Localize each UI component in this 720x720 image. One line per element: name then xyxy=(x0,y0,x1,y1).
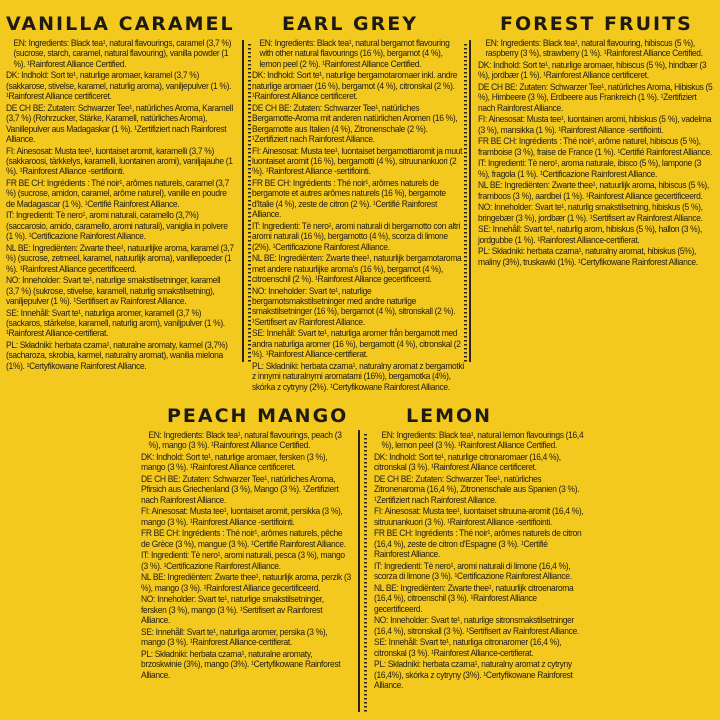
ingredient-line-forest-1: DK: Indhold: Sort te¹, naturlige aromaer, hibiscus (5 %), hindbær (3 %), jordbær (1 %). ¹Rainforest Alliance certificeret. xyxy=(478,60,707,81)
ingredient-line-earl-5: IT: Ingredienti: Tè nero¹, aromi naturali di bergamotto con altri aromi naturali (16 %), bergamotto (4 %), scorza di limone (2%). ¹Certificazione Rainforest Alliance. xyxy=(252,220,461,252)
ingredient-line-lemon-8: SE: Innehåll: Svart te¹, naturliga citronaromer (16,4 %), citronskal (3 %). ¹Rainforest Alliance-certifierat. xyxy=(374,637,562,658)
ingredient-line-peach-7: NO: Inneholder: Svart te¹, naturlige smakstilsetninger, fersken (3 %), mango (3 %). ¹Sertifisert av Rainforest Alliance. xyxy=(141,594,324,626)
ingredient-line-forest-7: NO: Inneholder: Svart te¹, naturlig smakstilsetning, hibiskus (5 %), bringebær (3 %), jordbær (1 %). ¹Sertifisert av Rainforest Alliance. xyxy=(478,202,703,223)
title-vanilla-caramel: VANILLA CARAMEL xyxy=(6,13,235,35)
ingredient-line-earl-1: DK: Indhold: Sort te¹, naturlige bergamotaromaer inkl. andre naturlige aromaer (16 %), bergamot (4 %), citronskal (2 %). ¹Rainforest Alliance certificeret. xyxy=(252,70,458,102)
ingredient-line-earl-4: FR BE CH: Ingrédients : Thé noir¹, arômes naturels de bergamote et autres arômes naturels (16 %), bergamote d'Italie (4 %), zeste de citron (2 %). ¹Certifié Rainforest Alliance. xyxy=(252,178,446,220)
ingredients-lemon xyxy=(374,430,584,690)
ingredient-line-earl-9: PL: Składniki: herbata czarna¹, naturalny aromat z bergamotki z innymi naturalnymi aromatami (16%), bergamotka (4%), skórka z cytryny (2%). ¹Certyfikowane Rainforest Alliance. xyxy=(252,360,464,392)
ingredient-line-vanilla-4: FR BE CH: Ingrédients : Thé noir¹, arômes naturels, caramel (3,7 %) (sucrose, amidon, caramel, arôme naturel), vanille en poudre de Madagascar (1 %). ¹Certifié Rainforest Alliance. xyxy=(6,178,229,209)
ingredient-line-forest-2: DE CH BE: Zutaten: Schwarzer Tee¹, natürliches Aroma, Hibiskus (5 %), Himbeere (3 %), Erdbeere aus Frankreich (1 %). ¹Zertifiziert nach Rainforest Alliance. xyxy=(478,82,713,113)
title-lemon: LEMON xyxy=(406,405,493,427)
ingredient-line-earl-3: FI: Ainesosat: Musta tee¹, luontaiset bergamottiaromit ja muut luontaiset aromit (16 %), bergamotti (4 %), sitruunankuori (2 %). ¹Rainforest Alliance -sertifiointi. xyxy=(252,145,463,177)
ingredient-line-lemon-1: DK: Indhold: Sort te¹, naturlige citronaromaer (16,4 %), citronskal (3 %). ¹Rainforest Alliance certificeret. xyxy=(374,452,561,473)
panel-lemon xyxy=(374,405,584,692)
ingredient-line-peach-6: NL BE: Ingrediënten: Zwarte thee¹, natuurlijk aroma, perzik (3 %), mango (3 %). ¹Rainforest Alliance gecertificeerd. xyxy=(141,572,351,593)
ingredient-line-forest-9: PL: Składniki: herbata czarna¹, naturalny aromat, hibiskus (5%), maliny (3%), truskawki (1%). ¹Certyfikowane Rainforest Alliance. xyxy=(478,246,698,267)
ingredient-line-lemon-2: DE CH BE: Zutaten: Schwarzer Tee¹, natürliches Zitronenaroma (16,4 %), Zitronenschale aus Spanien (3 %). ¹Zertifiziert nach Rainforest Alliance. xyxy=(374,474,580,505)
ingredients-earl-grey xyxy=(252,38,464,392)
ingredient-line-earl-2: DE CH BE: Zutaten: Schwarzer Tee¹, natürliches Bergamotte-Aroma mit anderen natürlichen Aromen (16 %), Bergamotte aus Italien (4 %), Zitronenschale (2 %). ¹Zertifiziert nach Rainforest Alliance. xyxy=(252,102,458,145)
ingredients-vanilla-caramel xyxy=(6,38,234,371)
panel-peach-mango xyxy=(141,405,351,681)
ingredients-forest-fruits xyxy=(478,38,714,267)
title-earl-grey: EARL GREY xyxy=(282,13,418,35)
ingredient-line-vanilla-3: FI: Ainesosat: Musta tee¹, luontaiset aromit, karamelli (3,7 %) (sakkaroosi, tärkkelys, karamelli, luontainen aromi), vaniljajauhe (1 %). ¹Rainforest Alliance -sertifiointi. xyxy=(6,145,233,177)
ingredient-line-vanilla-8: SE: Innehåll: Svart te¹, naturliga aromer, karamell (3,7 %) (sackaros, stärkelse, karamell, naturlig arom), vaniljpulver (1 %). ¹Rainforest Alliance-certifierat. xyxy=(6,307,225,339)
ingredient-line-forest-8: SE: Innehåll: Svart te¹, naturlig arom, hibiskus (5 %), hallon (3 %), jordgubbe (1 %). ¹Rainforest Alliance-certifierat. xyxy=(478,224,702,245)
ingredient-line-vanilla-1: DK: Indhold: Sort te¹, naturlige aromaer, karamel (3,7 %) (sakkarose, stivelse, karamel, naturlig aroma), vaniljepulver (1 %). ¹Rainforest Alliance certificeret. xyxy=(6,70,232,102)
ingredient-line-earl-0: EN: Ingredients: Black tea¹, natural bergamot flavouring with other natural flavourings (16 %), bergamot (4 %), lemon peel (2 %). ¹Rainforest Alliance Certified. xyxy=(259,38,450,69)
title-peach-mango: PEACH MANGO xyxy=(167,405,349,427)
divider-right xyxy=(469,40,471,362)
ingredient-line-vanilla-7: NO: Inneholder: Svart te¹, naturlige smakstilsetninger, karamell (3,7 %) (sukrose, stivelse, karamell, naturlig smakstilsetning), vaniljepulver (1 %). ¹Sertifisert av Rainforest Alliance. xyxy=(6,275,221,307)
ingredient-line-vanilla-5: IT: Ingredienti: Tè nero¹, aromi naturali, caramello (3,7%) (saccarosio, amido, caramello, aromi naturali), vaniglia in polvere (1 %). ¹Certificazione Rainforest Alliance. xyxy=(6,210,228,242)
ingredient-line-earl-8: SE: Innehåll: Svart te¹, naturliga aromer från bergamott med andra naturliga aromer (16 %), bergamott (4 %), citronskal (2 %). ¹Rainforest Alliance-certifierat. xyxy=(252,328,461,360)
ingredient-line-vanilla-2: DE CH BE: Zutaten: Schwarzer Tee¹, natürliches Aroma, Karamell (3,7 %) (Rohrzucker, Stärke, Karamell, natürliches Aroma), Vanillepulver aus Madagaskar (1 %). ¹Zertifiziert nach Rainforest Alliance. xyxy=(6,102,233,145)
ingredient-line-peach-2: DE CH BE: Zutaten: Schwarzer Tee¹, natürliches Aroma, Pfirsich aus Griechenland (3 %), Mango (3 %). ¹Zertifiziert nach Rainforest Alliance. xyxy=(141,474,339,505)
divider-dots-right xyxy=(464,44,467,362)
ingredient-line-peach-0: EN: Ingredients: Black tea¹, natural flavourings, peach (3 %), mango (3 %). ¹Rainforest Alliance Certified. xyxy=(148,430,342,451)
ingredients-peach-mango xyxy=(141,430,351,680)
ingredient-line-vanilla-0: EN: Ingredients: Black tea¹, natural flavourings, caramel (3,7 %) (sucrose, starch, caramel, natural flavouring), vanilla powder (1 %). ¹Rainforest Alliance Certified. xyxy=(13,38,232,69)
ingredient-line-forest-6: NL BE: Ingrediënten: Zwarte thee¹, natuurlijk aroma, hibiscus (5 %), framboos (3 %), aardbei (1 %). ¹Rainforest Alliance gecertificeerd. xyxy=(478,180,709,201)
ingredient-line-peach-9: PL: Składniki: herbata czarna¹, naturalne aromaty, brzoskwinie (3%), mango (3%). ¹Certyfikowane Rainforest Alliance. xyxy=(141,648,341,680)
ingredient-line-lemon-0: EN: Ingredients: Black tea¹, natural lemon flavourings (16,4 %), lemon peel (3 %). ¹Rainforest Alliance Certified. xyxy=(381,430,584,451)
ingredient-line-forest-5: IT: Ingredienti: Tè nero¹, aroma naturale, ibisco (5 %), lampone (3 %), fragola (1 %). ¹Certificazione Rainforest Alliance. xyxy=(478,158,701,179)
ingredient-line-peach-3: FI: Ainesosat: Musta tee¹, luontaiset aromit, persikka (3 %), mango (3 %). ¹Rainforest Alliance -sertifiointi. xyxy=(141,506,343,527)
ingredient-line-forest-3: FI: Ainesosat: Musta tee¹, luontainen aromi, hibiskus (5 %), vadelma (3 %), mansikka (1 %). ¹Rainforest Alliance -sertifiointi. xyxy=(478,114,712,135)
ingredient-line-lemon-5: IT: Ingredienti: Tè nero¹, aromi naturali di limone (16,4 %), scorza di limone (3 %). ¹Certificazione Rainforest Alliance. xyxy=(374,560,572,582)
divider-bottom xyxy=(358,430,360,712)
ingredient-line-peach-4: FR BE CH: Ingrédients : Thé noir¹, arômes naturels, pêche de Grèce (3 %), mangue (3 %). ¹Certifié Rainforest Alliance. xyxy=(141,528,346,549)
ingredient-line-peach-8: SE: Innehåll: Svart te¹, naturliga aromer, persika (3 %), mango (3 %). ¹Rainforest Alliance-certifierat. xyxy=(141,626,328,648)
ingredient-line-vanilla-9: PL: Składniki: herbata czarna¹, naturalne aromaty, karmel (3,7%) (sacharoza, skrobia, karmel, naturalny aromat), wanilia mielona (1%). ¹Certyfikowane Rainforest Alliance. xyxy=(6,340,228,371)
ingredient-line-lemon-9: PL: Składniki: herbata czarna¹, naturalny aromat z cytryny (16,4%), skórka z cytryny (3%). ¹Certyfikowane Rainforest Alliance. xyxy=(374,659,573,691)
panel-forest-fruits xyxy=(478,13,714,268)
ingredient-line-peach-1: DK: Indhold: Sort te¹, naturlige aromaer, fersken (3 %), mango (3 %). ¹Rainforest Alliance certificeret. xyxy=(141,452,328,473)
divider-dots-left xyxy=(248,44,251,362)
ingredient-line-lemon-7: NO: Inneholder: Svart te¹, naturlige sitronsmakstilsetninger (16,4 %), sitronskall (3 %). ¹Sertifisert av Rainforest Alliance. xyxy=(374,615,579,636)
ingredient-line-forest-4: FR BE CH: Ingrédients : Thé noir¹, arôme naturel, hibiscus (5 %), framboise (3 %), fraise de France (1 %). ¹Certifié Rainforest Alliance. xyxy=(478,136,712,157)
ingredient-line-vanilla-6: NL BE: Ingrediënten: Zwarte thee¹, natuurlijke aroma, karamel (3,7 %) (sucrose, zetmeel, karamel, natuurlijk aroma), vanillepoeder (1 %). ¹Rainforest Alliance gecertificeerd. xyxy=(6,242,234,274)
ingredient-line-forest-0: EN: Ingredients: Black tea¹, natural flavouring, hibiscus (5 %), raspberry (3 %), strawberry (1 %). ¹Rainforest Alliance Certified. xyxy=(485,38,703,59)
divider-left xyxy=(242,40,244,362)
ingredient-line-earl-6: NL BE: Ingrediënten: Zwarte thee¹, natuurlijk bergamotaroma met andere natuurlijke aroma's (16 %), bergamot (4 %), citroenschil (2 %). ¹Rainforest Alliance gecertificeerd. xyxy=(252,253,462,285)
ingredient-line-lemon-6: NL BE: Ingrediënten: Zwarte thee¹, natuurlijk citroenaroma (16,4 %), citroenschil (3 %). ¹Rainforest Alliance gecertificeerd. xyxy=(374,582,574,614)
divider-dots-bottom xyxy=(364,434,367,712)
panel-vanilla-caramel xyxy=(6,13,234,372)
ingredient-line-lemon-4: FR BE CH: Ingrédients : Thé noir¹, arômes naturels de citron (16,4 %), zeste de citron d'Espagne (3 %). ¹Certifié Rainforest Alliance. xyxy=(374,528,582,560)
ingredient-line-lemon-3: FI: Ainesosat: Musta tee¹, luontaiset sitruuna-aromit (16,4 %), sitruunankuori (3 %). ¹Rainforest Alliance -sertifiointi. xyxy=(374,506,584,527)
ingredient-line-peach-5: IT: Ingredienti: Tè nero¹, aromi naturali, pesca (3 %), mango (3 %). ¹Certificazione Rainforest Alliance. xyxy=(141,550,345,571)
ingredient-line-earl-7: NO: Inneholder: Svart te¹, naturlige bergamotsmakstilsetninger med andre naturlige smakstilsetninger (16 %), bergamot (4 %), sitronskall (2 %). ¹Sertifisert av Rainforest Alliance. xyxy=(252,285,456,327)
title-forest-fruits: FOREST FRUITS xyxy=(500,13,693,35)
panel-earl-grey xyxy=(252,13,464,393)
